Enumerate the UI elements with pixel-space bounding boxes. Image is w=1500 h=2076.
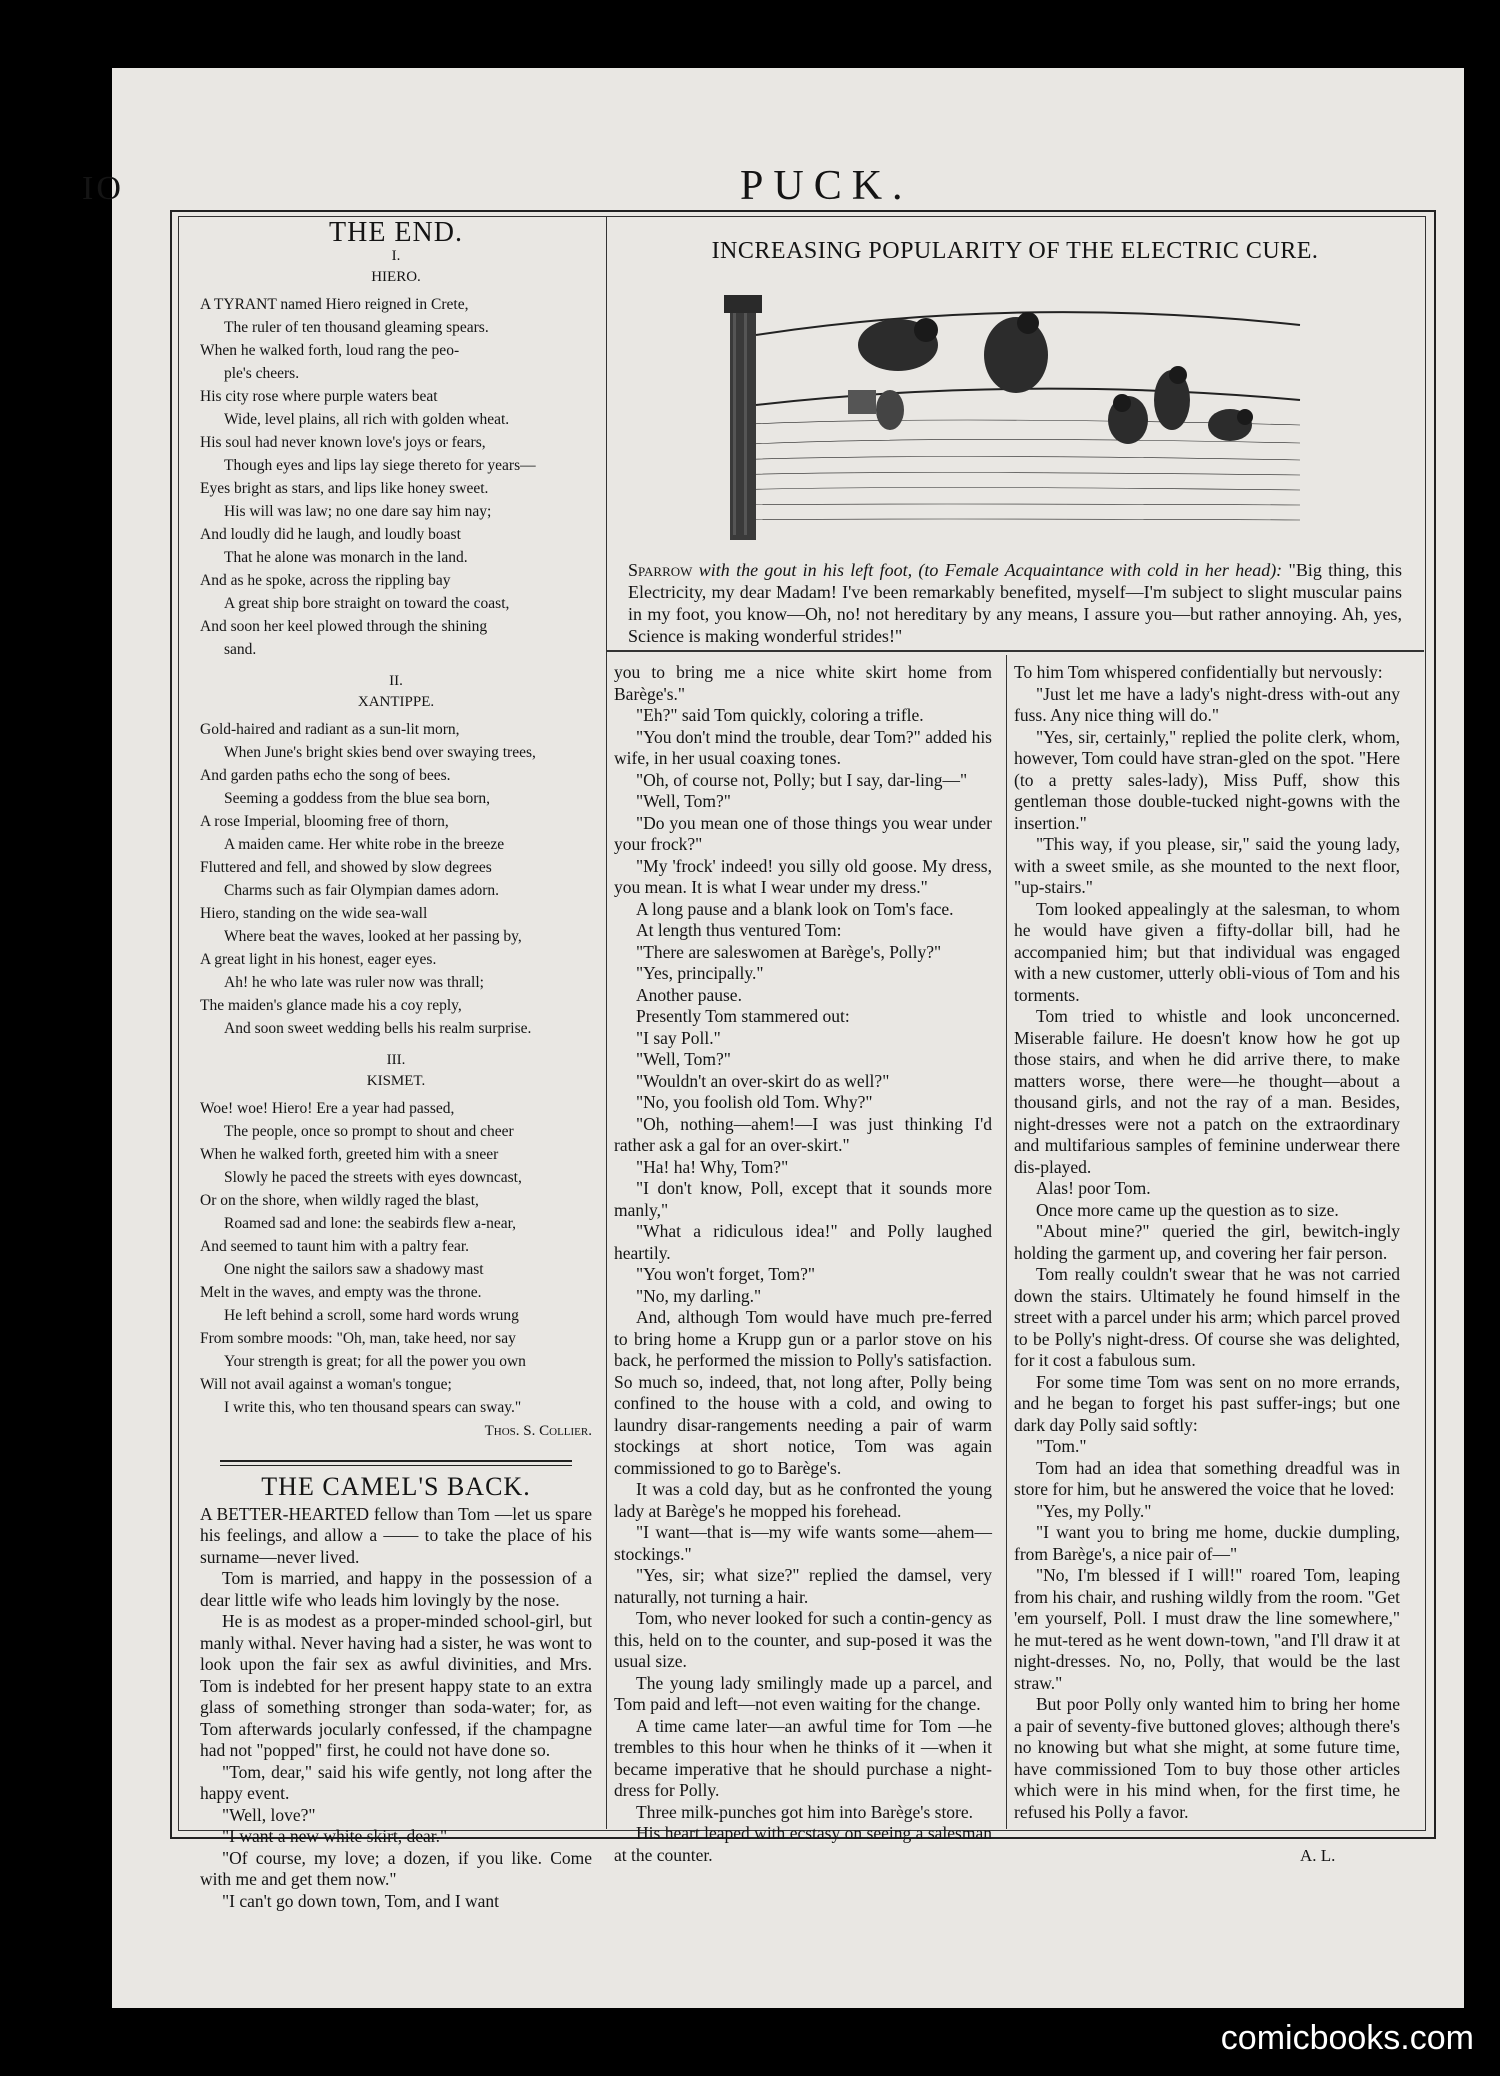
caption-stage-direction: with the gout in his left foot, (to Female Acquaintance with cold in her head): — [698, 560, 1283, 580]
story-paragraph: "Well, Tom?" — [636, 1049, 731, 1069]
story-paragraph: "This way, if you please, sir," said the young lady, with a sweet smile, as she mounted to the next floor, "up-stairs." — [1014, 834, 1400, 897]
story-paragraph: "Just let me have a lady's night-dress with-out any fuss. Any nice thing will do." — [1014, 683, 1400, 725]
story-paragraph: "No, you foolish old Tom. Why?" — [636, 1092, 873, 1112]
story-paragraph: His heart leaped with ecstasy on seeing a salesman at the counter. — [614, 1823, 992, 1865]
story-paragraph: "Yes, sir, certainly," replied the polite clerk, whom, however, Tom could have stran-gled on the spot. "Here (to a pretty sales-lady), Miss Puff, show this gentleman those double-tucked night-gowns with the insertion." — [1014, 726, 1400, 833]
story-paragraph: "I want a new white skirt, dear." — [222, 1826, 448, 1846]
masthead-title: PUCK. — [740, 163, 913, 209]
caption-speaker: Sparrow — [628, 560, 693, 580]
cartoon-block — [620, 238, 1410, 647]
poem-line: Seeming a goddess from the blue sea born, — [224, 789, 491, 807]
poem-section-numeral: II. — [389, 672, 403, 689]
poem-line: Woe! woe! Hiero! Ere a year had passed, — [200, 1099, 455, 1117]
poem-sections — [200, 246, 592, 1419]
page-number: IO — [82, 170, 124, 207]
poem-line: A great ship bore straight on toward the coast, — [224, 594, 510, 612]
poem-line: Your strength is great; for all the power you own — [224, 1352, 526, 1370]
story-paragraph: "Yes, principally." — [636, 963, 764, 983]
poem-section-subtitle: XANTIPPE. — [357, 694, 435, 710]
poem-section-numeral: I. — [391, 247, 401, 264]
camel-column-1 — [200, 1504, 592, 1913]
story-paragraph: "I can't go down town, Tom, and I want — [222, 1890, 500, 1911]
cartoon-title: INCREASING POPULARITY OF THE ELECTRIC CURE. — [711, 238, 1319, 264]
poem-title: THE END. — [329, 217, 463, 248]
story-paragraph: Tom tried to whistle and look unconcerned. Miserable failure. He doesn't know how he got up those stairs, and when he did arrive there, to make matters worse, there were—he thought—about a thousand girls, and not the ray of a man. Besides, night-dresses were not a patch on the extraordinary and multifarious samples of feminine underwear there dis-played. — [1014, 1006, 1400, 1177]
poem-line: sand. — [224, 640, 257, 658]
story-paragraph: "I want—that is—my wife wants some—ahem—stockings." — [614, 1522, 992, 1564]
poem-line: A TYRANT named Hiero reigned in Crete, — [200, 295, 469, 313]
cartoon-caption — [620, 559, 1410, 647]
story-paragraph: "Oh, nothing—ahem!—I was just thinking I'd rather ask a gal for an over-skirt." — [614, 1113, 992, 1155]
poem-line: A rose Imperial, blooming free of thorn, — [200, 812, 449, 830]
poem-section-subtitle: KISMET. — [366, 1073, 426, 1089]
poem-line: That he alone was monarch in the land. — [224, 548, 468, 566]
poem-line: Charms such as fair Olympian dames adorn. — [224, 881, 500, 899]
poem-line: Hiero, standing on the wide sea-wall — [200, 904, 428, 922]
poem-line: When he walked forth, greeted him with a sneer — [200, 1145, 499, 1163]
section-rule — [220, 1460, 572, 1466]
story-paragraph: "No, I'm blessed if I will!" roared Tom, leaping from his chair, and rushing wildly from the room. "Get 'em yourself, Poll. I must draw the line somewhere," he mut-tered as he went down-town, "and I'll draw it at night-dresses. No, no, Polly, that would be the last straw." — [1014, 1565, 1400, 1693]
story-paragraph: "Do you mean one of those things you wear under your frock?" — [614, 812, 992, 854]
story-paragraph: A long pause and a blank look on Tom's face. — [636, 898, 954, 919]
story-paragraph: Presently Tom stammered out: — [636, 1006, 850, 1026]
story-signature: A. L. — [1300, 1846, 1336, 1865]
story-paragraph: But poor Polly only wanted him to bring her home a pair of seventy-five buttoned gloves; although there's no knowing but what she might, at some future time, have commissioned Tom to buy those other articles which were in his mind when, for the first time, he refused his Polly a favor. — [1014, 1694, 1400, 1822]
story-paragraph: "Oh, of course not, Polly; but I say, dar-ling—" — [636, 769, 968, 790]
poem-line: The ruler of ten thousand gleaming spears. — [224, 318, 489, 336]
poem-line: From sombre moods: "Oh, man, take heed, nor say — [200, 1329, 516, 1347]
poem-stanza — [200, 293, 592, 661]
watermark: comicbooks.com — [1220, 2019, 1474, 2057]
story-paragraph: "Tom, dear," said his wife gently, not long after the happy event. — [200, 1761, 592, 1803]
poem-section-subtitle: HIERO. — [371, 269, 421, 285]
poem-line: And soon sweet wedding bells his realm surprise. — [224, 1019, 532, 1037]
story-paragraph: For some time Tom was sent on no more errands, and he began to forget his past suffer-ings; but one dark day Polly said softly: — [1014, 1371, 1400, 1435]
poem-line: He left behind a scroll, some hard words wrung — [224, 1306, 519, 1324]
story-paragraph: "I say Poll." — [636, 1027, 721, 1048]
poem-line: Will not avail against a woman's tongue; — [200, 1375, 452, 1393]
story-paragraph: "I don't know, Poll, except that it sounds more manly," — [614, 1178, 992, 1220]
story-paragraph: "Eh?" said Tom quickly, coloring a trifle. — [636, 705, 924, 725]
camel-column-3 — [1014, 662, 1400, 1823]
story-paragraph: "Ha! ha! Why, Tom?" — [636, 1156, 789, 1177]
poem-column — [200, 217, 592, 1912]
poem-line: I write this, who ten thousand spears can sway." — [224, 1398, 522, 1416]
story-paragraph: Tom, who never looked for such a contin-gency as this, held on to the counter, and sup-posed it was the usual size. — [614, 1608, 992, 1671]
poem-line: The maiden's glance made his a coy reply, — [200, 996, 462, 1014]
poem-line: And as he spoke, across the rippling bay — [200, 571, 451, 589]
story-paragraph: "Well, Tom?" — [636, 791, 731, 811]
story-paragraph: He is as modest as a proper-minded school-girl, but manly withal. Never having had a sister, he was wont to look upon the fair sex as awful divinities, and Mrs. Tom is indebted for her present happy state to an extra glass of something stronger than soda-water; for, as Tom afterwards jocularly confessed, if the champagne had not "popped" first, he could not have done so. — [200, 1611, 592, 1760]
story-paragraph: "What a ridiculous idea!" and Polly laughed heartily. — [614, 1221, 992, 1263]
column-divider — [1006, 655, 1007, 1829]
poem-line: His soul had never known love's joys or fears, — [200, 433, 486, 451]
caption-dialogue: "Big thing, this Electricity, my dear Madam! I've been remarkably benefited, myself—I'm subject to slight muscular pains in my foot, you know—Oh, no! not hereditary by any means, I assure you—but rather annoying. Ah, yes, Science is making wonderful strides!" — [628, 560, 1402, 646]
poem-line: And loudly did he laugh, and loudly boast — [200, 525, 461, 543]
poem-stanza — [200, 1097, 592, 1419]
poem-line: Ah! he who late was ruler now was thrall; — [224, 973, 484, 991]
story-paragraph: "Wouldn't an over-skirt do as well?" — [636, 1070, 890, 1091]
story-paragraph: "Well, love?" — [222, 1804, 316, 1825]
camel-column-2 — [614, 662, 992, 1866]
story-paragraph: Once more came up the question as to size. — [1036, 1199, 1339, 1220]
poem-line: When June's bright skies bend over swaying trees, — [224, 743, 536, 761]
camel-title: THE CAMEL'S BACK. — [261, 1472, 531, 1501]
poem-line: His city rose where purple waters beat — [200, 387, 438, 405]
poem-line: Slowly he paced the streets with eyes downcast, — [224, 1168, 522, 1186]
story-paragraph: It was a cold day, but as he confronted the young lady at Barège's he mopped his forehead. — [614, 1479, 992, 1521]
poem-line: And garden paths echo the song of bees. — [200, 766, 451, 784]
story-paragraph: "You don't mind the trouble, dear Tom?" added his wife, in her usual coaxing tones. — [614, 726, 992, 768]
poem-line: A maiden came. Her white robe in the breeze — [224, 835, 505, 853]
poem-line: When he walked forth, loud rang the peo- — [200, 341, 460, 359]
story-paragraph: The young lady smilingly made up a parcel, and Tom paid and left—not even waiting for the change. — [614, 1672, 992, 1714]
poem-line: Melt in the waves, and empty was the throne. — [200, 1283, 482, 1301]
story-paragraph: "You won't forget, Tom?" — [636, 1264, 816, 1284]
story-paragraph: Another pause. — [636, 984, 742, 1005]
story-paragraph: "About mine?" queried the girl, bewitch-ingly holding the garment up, and covering her fair person. — [1014, 1221, 1400, 1263]
story-paragraph: you to bring me a nice white skirt home from Barège's." — [614, 662, 992, 704]
poem-line: ple's cheers. — [224, 364, 300, 382]
poem-line: Where beat the waves, looked at her passing by, — [224, 927, 522, 945]
story-paragraph: Tom is married, and happy in the possession of a dear little wife who leads him lovingly by the nose. — [200, 1568, 592, 1610]
story-paragraph: Tom looked appealingly at the salesman, to whom he would have given a fifty-dollar bill, had he accompanied him; but that individual was engaged with a new customer, utterly obli-vious of Tom and his torments. — [1014, 898, 1400, 1005]
cartoon-bottom-rule — [606, 650, 1424, 652]
story-paragraph: "Yes, sir; what size?" replied the damsel, very naturally, not turning a hair. — [614, 1565, 992, 1607]
poem-author: Thos. S. Collier. — [484, 1422, 592, 1439]
poem-line: Gold-haired and radiant as a sun-lit morn, — [200, 720, 460, 738]
poem-line: His will was law; no one dare say him nay; — [224, 502, 492, 520]
poem-line: And seemed to taunt him with a paltry fear. — [200, 1237, 470, 1255]
poem-line: One night the sailors saw a shadowy mast — [224, 1260, 484, 1278]
cartoon-illustration — [620, 275, 1410, 545]
poem-line: Eyes bright as stars, and lips like honey sweet. — [200, 479, 489, 497]
poem-stanza — [200, 718, 592, 1040]
story-paragraph: Alas! poor Tom. — [1036, 1178, 1151, 1198]
column-divider — [606, 216, 607, 1829]
poem-line: Wide, level plains, all rich with golden wheat. — [224, 410, 510, 428]
story-paragraph: "No, my darling." — [636, 1285, 762, 1306]
story-paragraph: "I want you to bring me home, duckie dumpling, from Barège's, a nice pair of—" — [1014, 1522, 1400, 1564]
story-paragraph: "Of course, my love; a dozen, if you like. Come with me and get them now." — [200, 1847, 592, 1889]
story-paragraph: Three milk-punches got him into Barège's store. — [636, 1801, 974, 1822]
poem-section-numeral: III. — [386, 1051, 406, 1068]
story-paragraph: "Yes, my Polly." — [1036, 1500, 1152, 1521]
poem-line: And soon her keel plowed through the shining — [200, 617, 488, 635]
poem-line: Or on the shore, when wildly raged the blast, — [200, 1191, 479, 1209]
poem-line: The people, once so prompt to shout and cheer — [224, 1122, 514, 1140]
story-paragraph: "My 'frock' indeed! you silly old goose. My dress, you mean. It is what I wear under my dress." — [614, 855, 992, 897]
story-paragraph: At length thus ventured Tom: — [636, 920, 842, 940]
poem-line: Roamed sad and lone: the seabirds flew a-near, — [224, 1214, 517, 1232]
story-paragraph: "Tom." — [1036, 1436, 1087, 1456]
story-paragraph: A time came later—an awful time for Tom —he trembles to this hour when he thinks of it —when it became imperative that he should purchase a night-dress for Polly. — [614, 1715, 992, 1800]
poem-line: A great light in his honest, eager eyes. — [200, 950, 437, 968]
story-paragraph: Tom really couldn't swear that he was not carried down the stairs. Ultimately he found himself in the street with a parcel under his arm; which parcel proved to be Polly's night-dress. Of course she was delighted, for it cost a fabulous sum. — [1014, 1264, 1400, 1370]
story-paragraph: To him Tom whispered confidentially but nervously: — [1014, 662, 1383, 682]
story-paragraph: A BETTER-HEARTED fellow than Tom —let us spare his feelings, and allow a —— to take the place of his surname—never lived. — [200, 1503, 592, 1567]
story-paragraph: "There are saleswomen at Barège's, Polly?" — [636, 941, 942, 962]
poem-line: Fluttered and fell, and showed by slow degrees — [200, 858, 492, 876]
poem-line: Though eyes and lips lay siege thereto for years— — [224, 456, 536, 474]
story-paragraph: Tom had an idea that something dreadful was in store for him, but he answered the voice that he loved: — [1014, 1457, 1400, 1499]
story-paragraph: And, although Tom would have much pre-ferred to bring home a Krupp gun or a parlor stove on his back, he performed the mission to Polly's satisfaction. So much so, indeed, that, not long after, Polly being confined to the house with a cold, and owing to laundry disar-rangements needing a pair of warm stockings at short notice, Tom was again commissioned to go to Barège's. — [614, 1307, 992, 1478]
